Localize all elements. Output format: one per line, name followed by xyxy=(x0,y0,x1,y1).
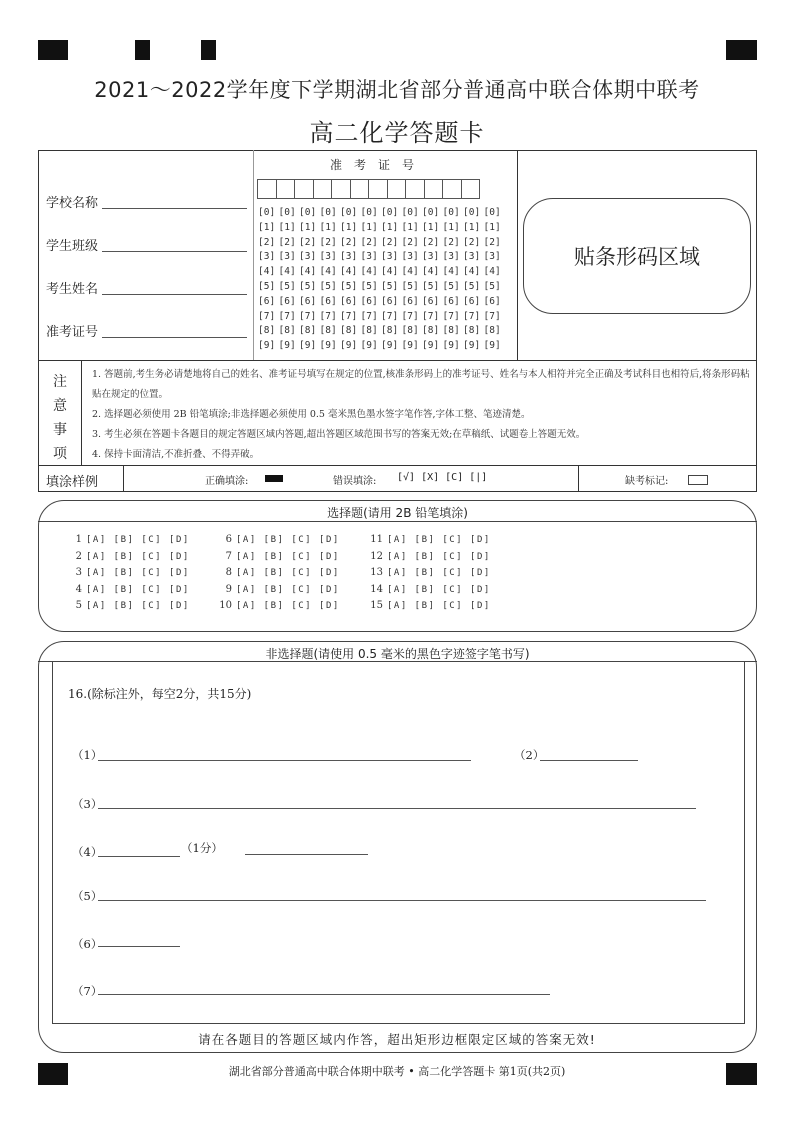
page-footer: 湖北省部分普通高中联合体期中联考 • 高二化学答题卡 第1页(共2页) xyxy=(228,1065,566,1078)
correct-fill-sample xyxy=(265,475,283,482)
exam-id-label: 准考证号 xyxy=(46,325,99,340)
digit-row[interactable] xyxy=(258,206,504,221)
question-number: 3 xyxy=(75,567,82,578)
digit-bubble[interactable]: [7] xyxy=(278,310,296,322)
answer-options[interactable]: [A] [B] [C] [D] xyxy=(86,551,190,562)
digit-bubble[interactable]: [7] xyxy=(442,310,460,322)
digit-bubble[interactable]: [2] xyxy=(299,236,317,248)
digit-bubble[interactable]: [5] xyxy=(483,280,501,292)
school-name-label: 学校名称 xyxy=(46,196,99,211)
barcode-label: 贴条形码区域 xyxy=(574,245,700,269)
digit-bubble[interactable]: [0] xyxy=(442,207,460,218)
digit-bubble[interactable]: [4] xyxy=(463,266,481,278)
boundary-warning: 请在各题目的答题区域内作答，超出矩形边框限定区域的答案无效! xyxy=(198,1032,596,1047)
answer-options[interactable]: [A] [B] [C] [D] xyxy=(236,568,340,578)
digit-bubble[interactable]: [8] xyxy=(463,325,481,337)
digit-bubble[interactable]: [9] xyxy=(381,340,399,352)
digit-bubble[interactable]: [6] xyxy=(401,295,419,307)
digit-bubble[interactable]: [2] xyxy=(340,236,358,248)
digit-bubble[interactable]: [6] xyxy=(463,295,481,307)
digit-bubble[interactable]: [0] xyxy=(483,207,501,218)
digit-bubble[interactable]: [1] xyxy=(340,221,358,233)
answer-options[interactable]: [A] [B] [C] [D] xyxy=(387,601,491,611)
digit-bubble[interactable]: [6] xyxy=(381,295,399,307)
digit-row[interactable] xyxy=(258,280,504,295)
answer-options[interactable]: [A] [B] [C] [D] xyxy=(387,584,491,595)
digit-bubble[interactable]: [5] xyxy=(463,280,481,292)
question-number: 7 xyxy=(225,550,232,562)
exam-id-heading: 准 考 证 号 xyxy=(330,158,415,172)
digit-bubble[interactable]: [3] xyxy=(360,251,378,263)
digit-bubble[interactable]: [4] xyxy=(401,266,419,278)
class-field[interactable] xyxy=(102,251,247,252)
registration-mark xyxy=(201,40,216,60)
digit-bubble[interactable]: [0] xyxy=(319,207,337,218)
digit-bubble[interactable]: [9] xyxy=(299,340,317,352)
digit-bubble[interactable]: [3] xyxy=(422,251,440,263)
digit-bubble[interactable]: [5] xyxy=(340,280,358,292)
digit-bubble[interactable]: [4] xyxy=(422,266,440,278)
student-name-label: 考生姓名 xyxy=(46,282,99,297)
digit-bubble[interactable]: [2] xyxy=(442,236,460,248)
answer-options[interactable]: [A] [B] [C] [D] xyxy=(387,551,491,562)
note-item: 3. 考生必须在答题卡各题目的规定答题区域内答题,超出答题区域范围书写的答案无效;在草稿纸、试题卷上答题无效。 xyxy=(92,429,586,440)
digit-bubble[interactable]: [9] xyxy=(401,340,419,352)
digit-bubble[interactable]: [8] xyxy=(381,325,399,337)
digit-bubble[interactable]: [1] xyxy=(381,221,399,233)
choice-question[interactable] xyxy=(216,549,340,566)
digit-bubble[interactable]: [1] xyxy=(483,221,501,233)
digit-row[interactable] xyxy=(258,250,504,265)
digit-row[interactable] xyxy=(258,236,504,251)
digit-bubble[interactable]: [4] xyxy=(442,266,460,278)
digit-bubble[interactable]: [3] xyxy=(401,251,419,263)
student-name-field[interactable] xyxy=(102,294,247,295)
open-section-title: 非选择题(请使用 0.5 毫米的黑色字迹签字笔书写) xyxy=(265,647,530,661)
answer-6-line[interactable] xyxy=(98,946,180,947)
answer-7-label: （7） xyxy=(72,984,103,998)
digit-bubble[interactable]: [7] xyxy=(463,310,481,322)
choice-question[interactable] xyxy=(66,582,190,599)
answer-1-line[interactable] xyxy=(98,760,471,761)
choice-question[interactable] xyxy=(367,565,491,582)
digit-bubble[interactable]: [9] xyxy=(483,340,501,352)
digit-bubble[interactable]: [9] xyxy=(442,340,460,352)
digit-bubble[interactable]: [9] xyxy=(422,340,440,352)
choice-question[interactable] xyxy=(66,598,190,615)
answer-area-border xyxy=(52,661,745,1024)
sheet-title: 高二化学答题卡 xyxy=(309,119,485,147)
digit-bubble[interactable]: [9] xyxy=(319,340,337,352)
digit-bubble[interactable]: [9] xyxy=(258,340,276,352)
absent-mark-box[interactable] xyxy=(688,475,708,485)
question-number: 13 xyxy=(370,567,383,578)
digit-bubble[interactable]: [0] xyxy=(360,207,378,218)
choice-question[interactable] xyxy=(66,532,190,549)
answer-4b-line[interactable] xyxy=(245,854,368,855)
digit-bubble[interactable]: [5] xyxy=(299,280,317,292)
digit-bubble[interactable]: [5] xyxy=(422,280,440,292)
answer-options[interactable]: [A] [B] [C] [D] xyxy=(86,601,190,611)
digit-bubble[interactable]: [1] xyxy=(360,221,378,233)
digit-bubble[interactable]: [6] xyxy=(442,295,460,307)
digit-bubble[interactable]: [6] xyxy=(319,295,337,307)
digit-bubble[interactable]: [2] xyxy=(258,236,276,248)
digit-bubble[interactable]: [8] xyxy=(319,325,337,337)
exam-id-bubble-grid[interactable] xyxy=(258,206,504,354)
question-16-heading: 16.(除标注外，每空2分，共15分) xyxy=(68,687,252,701)
answer-2-label: （2） xyxy=(514,748,545,762)
digit-bubble[interactable]: [9] xyxy=(340,340,358,352)
question-number: 4 xyxy=(75,583,82,595)
digit-bubble[interactable]: [0] xyxy=(340,207,358,218)
answer-options[interactable]: [A] [B] [C] [D] xyxy=(236,551,340,562)
correct-fill-label: 正确填涂: xyxy=(205,476,249,487)
digit-bubble[interactable]: [8] xyxy=(340,325,358,337)
question-number: 6 xyxy=(225,534,232,545)
digit-bubble[interactable]: [1] xyxy=(463,221,481,233)
fill-example-label: 填涂样例 xyxy=(46,475,99,490)
digit-bubble[interactable]: [3] xyxy=(463,251,481,263)
digit-bubble[interactable]: [1] xyxy=(401,221,419,233)
digit-bubble[interactable]: [9] xyxy=(278,340,296,352)
barcode-area xyxy=(523,198,751,314)
digit-bubble[interactable]: [5] xyxy=(319,280,337,292)
digit-bubble[interactable]: [8] xyxy=(401,325,419,337)
choice-question[interactable] xyxy=(367,598,491,615)
digit-row[interactable] xyxy=(258,339,504,354)
exam-title: 2021～2022学年度下学期湖北省部分普通高中联合体期中联考 xyxy=(94,78,700,102)
registration-mark xyxy=(135,40,150,60)
digit-bubble[interactable]: [0] xyxy=(278,207,296,218)
digit-bubble[interactable]: [0] xyxy=(381,207,399,218)
choice-column xyxy=(367,532,491,615)
answer-4a-line[interactable] xyxy=(98,856,180,857)
choice-question[interactable] xyxy=(216,565,340,582)
digit-bubble[interactable]: [0] xyxy=(299,207,317,218)
digit-bubble[interactable]: [2] xyxy=(319,236,337,248)
digit-bubble[interactable]: [7] xyxy=(381,310,399,322)
digit-bubble[interactable]: [1] xyxy=(278,221,296,233)
note-item: 2. 选择题必须使用 2B 铅笔填涂;非选择题必须使用 0.5 毫米黑色墨水签字笔作答,字体工整、笔迹清楚。 xyxy=(92,409,531,420)
registration-mark xyxy=(38,40,68,60)
digit-bubble[interactable]: [7] xyxy=(319,310,337,322)
answer-5-line[interactable] xyxy=(98,900,706,901)
digit-row[interactable] xyxy=(258,265,504,280)
digit-bubble[interactable]: [2] xyxy=(483,236,501,248)
digit-bubble[interactable]: [4] xyxy=(381,266,399,278)
digit-bubble[interactable]: [2] xyxy=(463,236,481,248)
digit-row[interactable] xyxy=(258,324,504,339)
digit-bubble[interactable]: [3] xyxy=(258,251,276,263)
answer-6-label: （6） xyxy=(72,937,103,951)
exam-id-field[interactable] xyxy=(102,337,247,338)
digit-bubble[interactable]: [8] xyxy=(360,325,378,337)
digit-row[interactable] xyxy=(258,221,504,236)
digit-bubble[interactable]: [1] xyxy=(258,221,276,233)
answer-options[interactable]: [A] [B] [C] [D] xyxy=(86,584,190,595)
digit-bubble[interactable]: [5] xyxy=(258,280,276,292)
answer-4-points: （1分） xyxy=(181,841,223,855)
digit-bubble[interactable]: [5] xyxy=(401,280,419,292)
digit-bubble[interactable]: [8] xyxy=(422,325,440,337)
digit-bubble[interactable]: [1] xyxy=(319,221,337,233)
school-name-field[interactable] xyxy=(102,208,247,209)
answer-options[interactable]: [A] [B] [C] [D] xyxy=(236,584,340,595)
digit-bubble[interactable]: [0] xyxy=(422,207,440,218)
digit-bubble[interactable]: [0] xyxy=(463,207,481,218)
choice-question[interactable] xyxy=(216,582,340,599)
digit-bubble[interactable]: [3] xyxy=(299,251,317,263)
digit-bubble[interactable]: [1] xyxy=(442,221,460,233)
absent-mark-label: 缺考标记: xyxy=(625,476,669,487)
digit-bubble[interactable]: [4] xyxy=(258,266,276,278)
digit-bubble[interactable]: [9] xyxy=(360,340,378,352)
digit-bubble[interactable]: [5] xyxy=(442,280,460,292)
digit-bubble[interactable]: [0] xyxy=(401,207,419,218)
question-number: 1 xyxy=(75,534,82,545)
exam-id-boxes[interactable] xyxy=(257,179,479,199)
note-item: 4. 保持卡面清洁,不准折叠、不得弄破。 xyxy=(92,449,260,460)
choice-section-title: 选择题(请用 2B 铅笔填涂) xyxy=(327,506,468,520)
question-number: 15 xyxy=(370,600,383,611)
digit-bubble[interactable]: [4] xyxy=(319,266,337,278)
answer-7-line[interactable] xyxy=(98,994,550,995)
answer-options[interactable]: [A] [B] [C] [D] xyxy=(236,601,340,611)
digit-bubble[interactable]: [4] xyxy=(278,266,296,278)
digit-bubble[interactable]: [4] xyxy=(299,266,317,278)
digit-bubble[interactable]: [6] xyxy=(483,295,501,307)
digit-bubble[interactable]: [1] xyxy=(422,221,440,233)
answer-4-label: （4） xyxy=(72,845,103,859)
answer-3-line[interactable] xyxy=(98,808,696,809)
digit-bubble[interactable]: [3] xyxy=(340,251,358,263)
digit-bubble[interactable]: [6] xyxy=(360,295,378,307)
digit-bubble[interactable]: [8] xyxy=(483,325,501,337)
choice-question[interactable] xyxy=(367,549,491,566)
question-number: 10 xyxy=(219,600,232,611)
question-number: 2 xyxy=(75,550,82,562)
choice-question[interactable] xyxy=(367,532,491,549)
digit-bubble[interactable]: [7] xyxy=(483,310,501,322)
digit-bubble[interactable]: [3] xyxy=(278,251,296,263)
digit-bubble[interactable]: [9] xyxy=(463,340,481,352)
registration-mark xyxy=(726,40,757,60)
answer-options[interactable]: [A] [B] [C] [D] xyxy=(387,568,491,578)
question-number: 12 xyxy=(370,550,383,562)
answer-3-label: （3） xyxy=(72,797,103,811)
question-number: 11 xyxy=(370,534,383,545)
digit-bubble[interactable]: [4] xyxy=(360,266,378,278)
answer-options[interactable]: [A] [B] [C] [D] xyxy=(236,535,340,545)
choice-column xyxy=(66,532,190,615)
digit-bubble[interactable]: [3] xyxy=(319,251,337,263)
digit-bubble[interactable]: [1] xyxy=(299,221,317,233)
digit-bubble[interactable]: [5] xyxy=(278,280,296,292)
digit-bubble[interactable]: [4] xyxy=(483,266,501,278)
answer-options[interactable]: [A] [B] [C] [D] xyxy=(86,568,190,578)
digit-row[interactable] xyxy=(258,295,504,310)
wrong-fill-samples: [√] [X] [C] [|] xyxy=(397,472,488,483)
digit-bubble[interactable]: [6] xyxy=(299,295,317,307)
wrong-fill-label: 错误填涂: xyxy=(333,476,377,487)
digit-row[interactable] xyxy=(258,310,504,325)
digit-bubble[interactable]: [6] xyxy=(278,295,296,307)
digit-bubble[interactable]: [7] xyxy=(422,310,440,322)
answer-2-line[interactable] xyxy=(540,760,638,761)
choice-question[interactable] xyxy=(66,549,190,566)
digit-bubble[interactable]: [7] xyxy=(401,310,419,322)
choice-question[interactable] xyxy=(367,582,491,599)
question-number: 5 xyxy=(75,600,82,611)
digit-bubble[interactable]: [2] xyxy=(401,236,419,248)
choice-question[interactable] xyxy=(66,565,190,582)
digit-bubble[interactable]: [2] xyxy=(381,236,399,248)
choice-question[interactable] xyxy=(216,532,340,549)
notes-list xyxy=(92,365,752,465)
digit-bubble[interactable]: [2] xyxy=(360,236,378,248)
digit-bubble[interactable]: [6] xyxy=(422,295,440,307)
answer-5-label: （5） xyxy=(72,889,103,903)
digit-bubble[interactable]: [7] xyxy=(360,310,378,322)
digit-bubble[interactable]: [3] xyxy=(483,251,501,263)
choice-column xyxy=(216,532,340,615)
digit-bubble[interactable]: [6] xyxy=(258,295,276,307)
digit-bubble[interactable]: [8] xyxy=(278,325,296,337)
note-item: 1. 答题前,考生务必请楚地将自己的姓名、准考证号填写在规定的位置,核准条形码上的准考证号、姓名与本人相符并完全正确及考试科目也相符后,将条形码粘贴在规定的位置。 xyxy=(92,369,750,400)
digit-bubble[interactable]: [8] xyxy=(258,325,276,337)
digit-bubble[interactable]: [5] xyxy=(381,280,399,292)
question-number: 8 xyxy=(225,567,232,578)
digit-bubble[interactable]: [7] xyxy=(340,310,358,322)
choice-question[interactable] xyxy=(216,598,340,615)
digit-bubble[interactable]: [2] xyxy=(278,236,296,248)
digit-bubble[interactable]: [7] xyxy=(258,310,276,322)
answer-options[interactable]: [A] [B] [C] [D] xyxy=(86,535,190,545)
digit-bubble[interactable]: [8] xyxy=(442,325,460,337)
digit-bubble[interactable]: [7] xyxy=(299,310,317,322)
digit-bubble[interactable]: [2] xyxy=(422,236,440,248)
digit-bubble[interactable]: [3] xyxy=(442,251,460,263)
digit-bubble[interactable]: [3] xyxy=(381,251,399,263)
digit-bubble[interactable]: [0] xyxy=(258,207,276,218)
question-number: 9 xyxy=(225,583,232,595)
question-number: 14 xyxy=(370,583,383,595)
answer-1-label: （1） xyxy=(72,748,103,762)
digit-bubble[interactable]: [8] xyxy=(299,325,317,337)
answer-options[interactable]: [A] [B] [C] [D] xyxy=(387,535,491,545)
digit-bubble[interactable]: [4] xyxy=(340,266,358,278)
class-label: 学生班级 xyxy=(46,239,99,254)
digit-bubble[interactable]: [6] xyxy=(340,295,358,307)
digit-bubble[interactable]: [5] xyxy=(360,280,378,292)
notes-heading: 注 意 事 项 xyxy=(53,374,67,462)
